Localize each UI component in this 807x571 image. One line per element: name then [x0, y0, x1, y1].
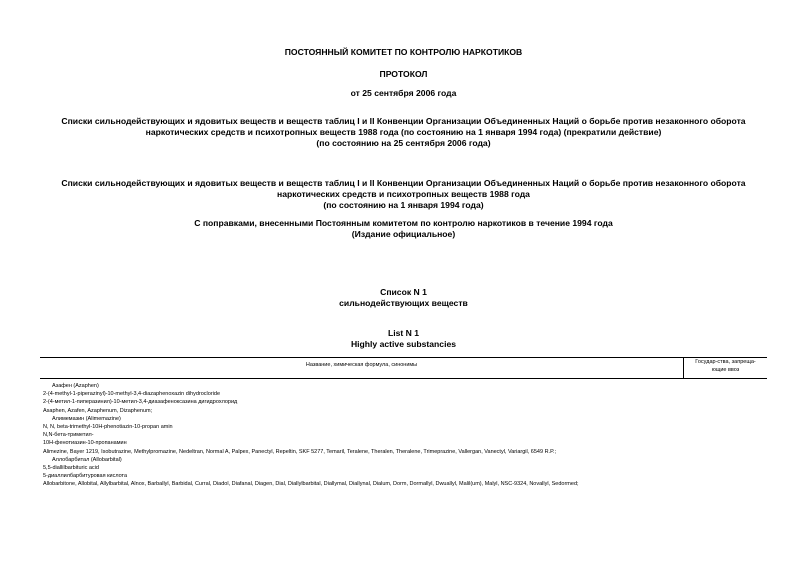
substances-table	[40, 357, 767, 489]
title-line: наркотических средств и психотропных веществ 1988 года (по состоянию на 1 января 1994 года) (прекратили действие)	[145, 127, 662, 137]
list-subtitle-en: Highly active substancies	[350, 339, 457, 349]
substance-name-row: Аллобарбитал (Allobarbital)	[52, 456, 122, 463]
list-heading-en	[0, 328, 807, 350]
protocol-heading: ПРОТОКОЛ	[379, 69, 428, 79]
list-title-ru: Список N 1	[380, 287, 427, 297]
column-header-states-line: ющие ввоз	[711, 366, 740, 373]
title-line: (по состоянию на 25 сентября 2006 года)	[316, 138, 491, 148]
note-line: С поправками, внесенными Постоянным комитетом по контролю наркотиков в течение 1994 года	[194, 218, 613, 228]
table-row: N,N-бета-триметил-	[43, 432, 94, 439]
table-row: 10H-фенотиазин-10-пропанамин	[43, 440, 127, 447]
table-row: 5-диаллилбарбитуровая кислота	[43, 473, 128, 480]
substance-name-row: Азафен (Azaphen)	[52, 383, 99, 389]
table-header	[40, 358, 767, 379]
column-header-states	[684, 358, 767, 378]
list-title-en: List N 1	[387, 328, 420, 338]
table-row: Allobarbitone, Allobital, Allylbarbital, Alnox, Barballyl, Barbidal, Curral, Diadol, Diafanal, Diagen, Dial, Diallylbarbital, Diallymal, Diallynal, Dialum, Dorm, Dormallyl, Dwuallyl, Malil(um), Malyl, NSC-9324, Novallyl, Sedormed;	[43, 481, 579, 488]
table-row: Asaphen, Azafen, Azaphenum, Dizaphenum;	[43, 407, 153, 414]
table-row: 5,5-diallilbarbituric acid	[43, 465, 99, 472]
list-subtitle-ru: сильнодействующих веществ	[339, 298, 468, 308]
protocol-date: от 25 сентября 2006 года	[350, 88, 457, 98]
table-row: Alimezine, Bayer 1219, Isobutrazine, Methylpromazine, Nedeltran, Normal A, Palpex, Panectyl, Repeltin, SKF 5277, Temaril, Teralene, Theralen, Theralene, Trimeprazine, Vallergan, Vanectyl, Variargil, 6549 R.P.;	[43, 448, 557, 455]
list-heading-ru	[0, 287, 807, 309]
title-line: (по состоянию на 1 января 1994 года)	[323, 200, 484, 210]
superseded-lists-title	[40, 116, 767, 149]
table-row: N, N, beta-trimethyl-10H-phenotiazin-10-propan amin	[43, 424, 173, 431]
column-header-states-line: Государ-ства, запреща-	[695, 359, 756, 365]
lists-title	[40, 178, 767, 211]
amendments-note	[0, 218, 807, 240]
committee-heading: ПОСТОЯННЫЙ КОМИТЕТ ПО КОНТРОЛЮ НАРКОТИКОВ	[284, 47, 523, 57]
column-header-name: Название, химическая формула, синонимы	[40, 358, 684, 378]
table-row: 2-(4-метил-1-пиперазинил)-10-метил-3,4-диазафеноксазина дигидрохлорид	[43, 399, 238, 406]
title-line: наркотических средств и психотропных веществ 1988 года	[277, 189, 530, 199]
substance-name-row: Алимемазин (Alimemazine)	[52, 415, 121, 422]
note-line: (Издание официальное)	[351, 229, 456, 239]
title-line: Списки сильнодействующих и ядовитых веществ и веществ таблиц I и II Конвенции Организации Объединенных Наций о борьбе против незаконного оборота	[61, 178, 746, 188]
table-body	[40, 379, 767, 489]
title-line: Списки сильнодействующих и ядовитых веществ и веществ таблиц I и II Конвенции Организации Объединенных Наций о борьбе против незаконного оборота	[61, 116, 746, 126]
table-row: 2-(4-methyl-1-piperazinyl)-10-methyl-3,4-diazaphenoxazin dihydrocloride	[43, 391, 220, 398]
